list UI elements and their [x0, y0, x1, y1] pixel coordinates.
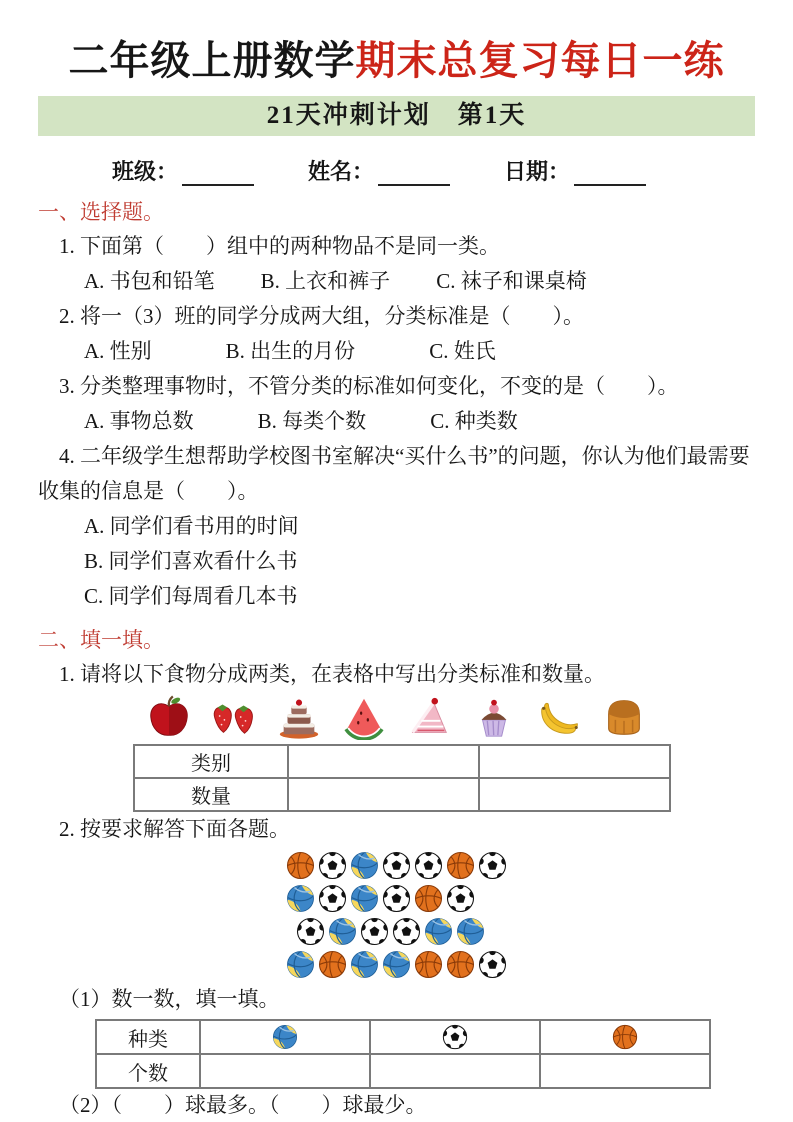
- soccer-icon: [446, 884, 475, 913]
- strawberry-icon: [211, 694, 257, 740]
- kind-cell-basketball: [540, 1020, 710, 1054]
- ball-row: [286, 884, 755, 913]
- kind-cell-soccer: [370, 1020, 540, 1054]
- soccer-icon: [478, 950, 507, 979]
- page-title: [38, 34, 755, 88]
- volleyball-icon: [286, 884, 315, 913]
- question-2-options: [38, 334, 755, 369]
- class-blank-input[interactable]: [182, 158, 254, 186]
- question-3-option-c: C. 种类数: [430, 409, 518, 433]
- question-4-stem: 4. 二年级学生想帮助学校图书室解决“买什么书”的问题，你认为他们最需要收集的信息是（ ）。: [38, 444, 750, 503]
- name-blank-input[interactable]: [378, 158, 450, 186]
- fill-question-2-stem: 2. 按要求解答下面各题。: [59, 817, 290, 841]
- soccer-icon: [392, 917, 421, 946]
- soccer-icon: [318, 851, 347, 880]
- question-3-stem: 3. 分类整理事物时，不管分类的标准如何变化，不变的是（ ）。: [59, 374, 679, 398]
- class-field: [112, 155, 254, 186]
- soccer-icon: [360, 917, 389, 946]
- volleyball-icon: [382, 950, 411, 979]
- table-row: [96, 1054, 710, 1088]
- question-1-option-c: C. 袜子和课桌椅: [436, 269, 587, 293]
- volleyball-icon: [286, 950, 315, 979]
- basketball-icon: [414, 950, 443, 979]
- ball-row: [286, 851, 755, 880]
- food-row: [38, 694, 755, 740]
- category-cell-1[interactable]: [288, 745, 479, 778]
- cupcake-icon: [471, 694, 517, 740]
- class-field-label: 班级：: [112, 159, 179, 184]
- subquestion-2: （2）（ ）球最多。（ ）球最少。: [59, 1093, 427, 1117]
- question-2-option-b: B. 出生的月份: [225, 339, 356, 363]
- category-table: [133, 744, 671, 812]
- category-cell-2[interactable]: [479, 745, 670, 778]
- soccer-icon: [382, 851, 411, 880]
- volleyball-icon: [350, 884, 379, 913]
- count-cell-basketball[interactable]: [540, 1054, 710, 1088]
- name-field-label: 姓名：: [308, 159, 375, 184]
- quantity-cell-2[interactable]: [479, 778, 670, 811]
- basketball-icon: [612, 1024, 638, 1050]
- page-title-black: 二年级上册数学: [68, 38, 356, 83]
- question-3-option-a: A. 事物总数: [84, 409, 194, 433]
- quantity-cell-1[interactable]: [288, 778, 479, 811]
- count-row-label: 个数: [96, 1054, 200, 1088]
- section-choice-heading: 一、选择题。: [38, 200, 164, 224]
- table-row: [96, 1020, 710, 1054]
- basketball-icon: [414, 884, 443, 913]
- ball-row: [286, 950, 755, 979]
- bread-icon: [601, 694, 647, 740]
- volleyball-icon: [328, 917, 357, 946]
- basketball-icon: [286, 851, 315, 880]
- question-1-stem: 1. 下面第（ ）组中的两种物品不是同一类。: [59, 234, 500, 258]
- soccer-icon: [296, 917, 325, 946]
- question-4-option-b: B. 同学们喜欢看什么书: [84, 549, 298, 573]
- count-cell-volleyball[interactable]: [200, 1054, 370, 1088]
- info-fields: [112, 154, 755, 186]
- soccer-icon: [382, 884, 411, 913]
- subquestion-1: （1）数一数，填一填。: [59, 987, 280, 1011]
- question-2-option-c: C. 姓氏: [429, 339, 496, 363]
- cake-icon: [276, 694, 322, 740]
- page-title-red: 期末总复习每日一练: [355, 38, 725, 83]
- volleyball-icon: [350, 950, 379, 979]
- volleyball-icon: [350, 851, 379, 880]
- kind-row-label: 种类: [96, 1020, 200, 1054]
- watermelon-icon: [341, 694, 387, 740]
- date-field: [504, 155, 646, 186]
- basketball-icon: [446, 950, 475, 979]
- question-3-option-b: B. 每类个数: [257, 409, 367, 433]
- question-3-options: [38, 404, 755, 439]
- volleyball-icon: [424, 917, 453, 946]
- soccer-icon: [318, 884, 347, 913]
- volleyball-icon: [272, 1024, 298, 1050]
- quantity-row-label: 数量: [134, 778, 288, 811]
- date-blank-input[interactable]: [574, 158, 646, 186]
- question-2-stem: 2. 将一（3）班的同学分成两大组，分类标准是（ ）。: [59, 304, 584, 328]
- question-1-option-a: A. 书包和铅笔: [84, 269, 215, 293]
- banana-icon: [536, 694, 582, 740]
- plan-banner: 21天冲刺计划 第1天: [38, 96, 755, 136]
- section-fill-heading: 二、填一填。: [38, 628, 164, 652]
- question-1-options: [38, 264, 755, 299]
- question-1-option-b: B. 上衣和裤子: [260, 269, 391, 293]
- name-field: [308, 155, 450, 186]
- count-table: [95, 1019, 711, 1089]
- cakeslice-icon: [406, 694, 452, 740]
- kind-cell-volleyball: [200, 1020, 370, 1054]
- table-row: [134, 778, 670, 811]
- apple-icon: [146, 694, 192, 740]
- date-field-label: 日期：: [504, 159, 571, 184]
- soccer-icon: [442, 1024, 468, 1050]
- question-2-option-a: A. 性别: [84, 339, 152, 363]
- question-4-option-c: C. 同学们每周看几本书: [84, 584, 298, 608]
- volleyball-icon: [456, 917, 485, 946]
- soccer-icon: [414, 851, 443, 880]
- category-row-label: 类别: [134, 745, 288, 778]
- fill-question-1-stem: 1. 请将以下食物分成两类，在表格中写出分类标准和数量。: [59, 662, 605, 686]
- ball-row: [296, 917, 755, 946]
- basketball-icon: [446, 851, 475, 880]
- soccer-icon: [478, 851, 507, 880]
- count-cell-soccer[interactable]: [370, 1054, 540, 1088]
- ball-grid: [286, 851, 755, 979]
- basketball-icon: [318, 950, 347, 979]
- table-row: [134, 745, 670, 778]
- question-4-option-a: A. 同学们看书用的时间: [84, 514, 299, 538]
